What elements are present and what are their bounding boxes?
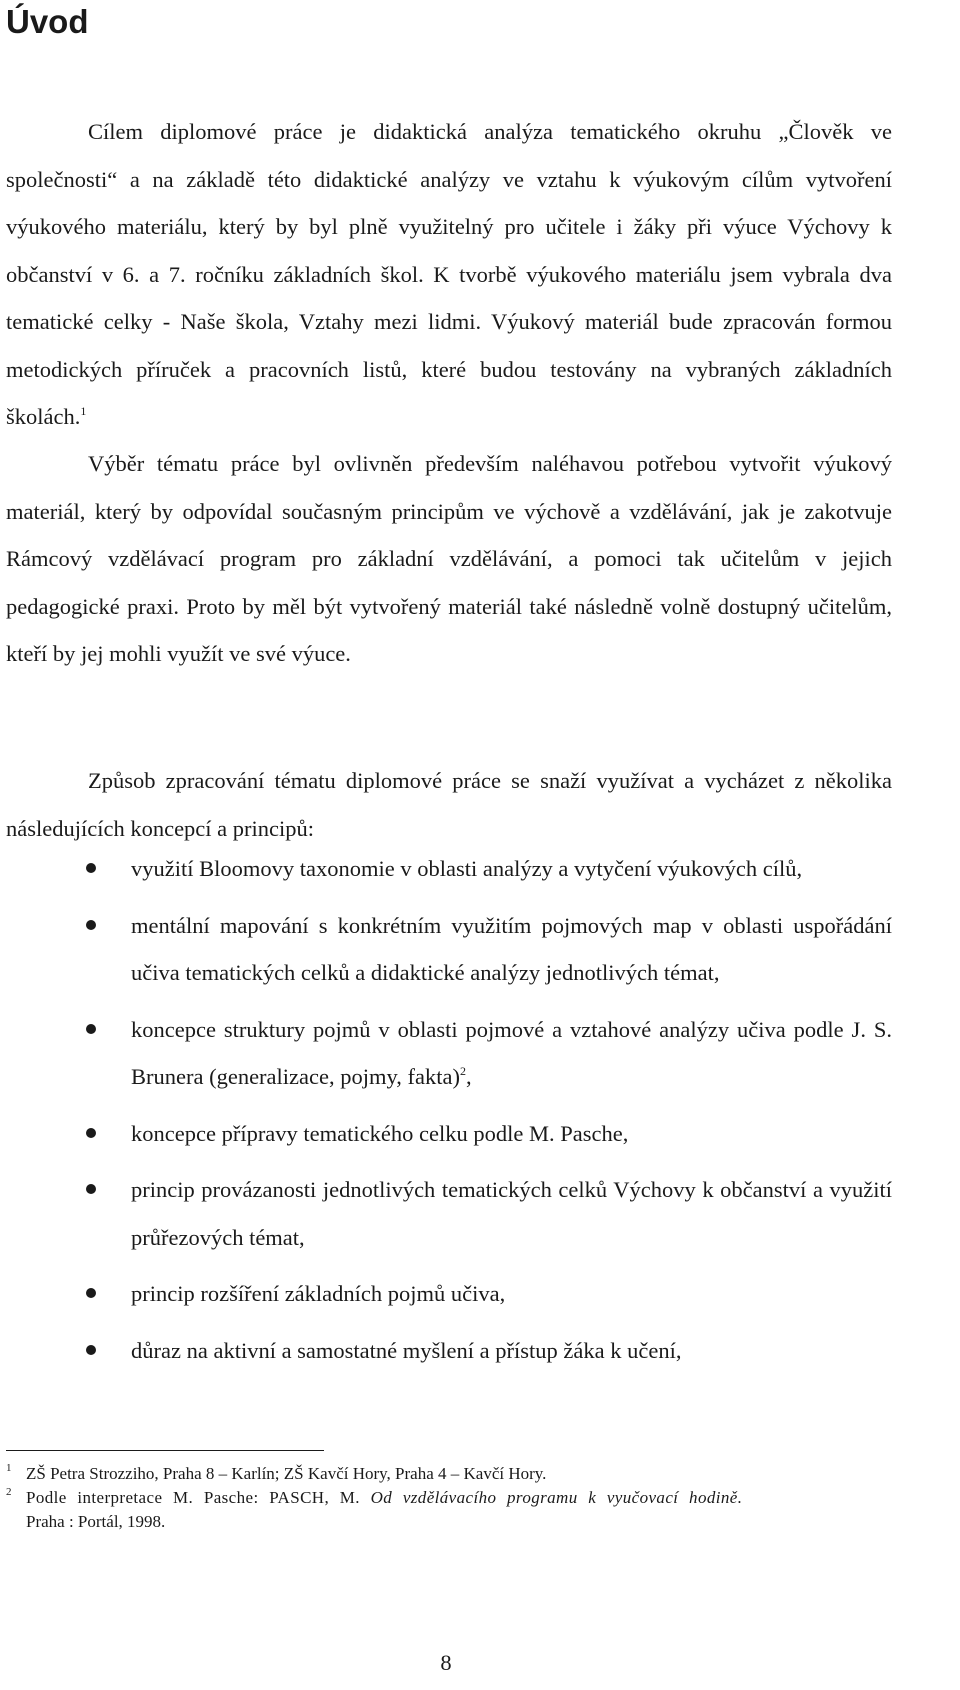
list-item	[0, 1270, 892, 1318]
footnote-1	[6, 1462, 892, 1486]
page-number: 8	[440, 1650, 452, 1675]
principles-list	[0, 845, 892, 1383]
list-item	[0, 1166, 892, 1261]
footnote-2-mark: 2	[6, 1486, 12, 1498]
list-item	[0, 902, 892, 997]
list-item	[0, 1110, 892, 1158]
list-item-text: využití Bloomovy taxonomie v oblasti analýzy a vytyčení výukových cílů,	[131, 856, 803, 881]
footnote-2-publisher: Praha : Portál, 1998.	[26, 1512, 166, 1531]
list-item-text-tail: ,	[466, 1064, 472, 1089]
list-item-text: koncepce struktury pojmů v oblasti pojmové a vztahové analýzy učiva podle J. S. Brunera (generalizace, pojmy, fakta)	[131, 1016, 892, 1089]
bullet-icon	[86, 920, 96, 930]
footnote-divider	[6, 1450, 324, 1451]
list-item-text: koncepce přípravy tematického celku podle M. Pasche,	[131, 1120, 629, 1146]
footnote-reference-2[interactable]: 2	[460, 1064, 466, 1078]
footnote-2	[6, 1486, 892, 1534]
list-item	[0, 1006, 892, 1101]
list-item-text: důraz na aktivní a samostatné myšlení a přístup žáka k učení,	[131, 1337, 682, 1363]
footnote-1-mark: 1	[6, 1462, 12, 1474]
footnotes	[6, 1462, 892, 1534]
method-paragraph: Způsob zpracování tématu diplomové práce se snaží využívat a vycházet z několika následujících koncepcí a principů:	[6, 768, 892, 841]
intro-paragraph-text: Cílem diplomové práce je didaktická analýza tematického okruhu „Člověk ve společnosti“ a na základě této didaktické analýzy ve vztahu k výukovým cílům vytvoření výukového materiálu, který by byl plně využitelný pro učitele i žáky při výuce Výchovy k občanství v 6. a 7. ročníku základních škol. K tvorbě výukového materiálu jsem vybrala dva tematické celky - Naše škola, Vztahy mezi lidmi. Výukový materiál bude zpracován formou metodických příruček a pracovních listů, které budou testovány na vybraných základních školách.	[6, 119, 892, 429]
bullet-icon	[86, 863, 96, 873]
intro-paragraph	[6, 108, 892, 441]
footnote-1-text: ZŠ Petra Strozziho, Praha 8 – Karlín; ZŠ Kavčí Hory, Praha 4 – Kavčí Hory.	[26, 1464, 547, 1483]
list-item	[0, 845, 892, 893]
list-item	[0, 1327, 892, 1375]
footnote-2-title: Od vzdělávacího programu k vyučovací hodině.	[370, 1488, 743, 1507]
bullet-icon	[86, 1024, 96, 1034]
bullet-icon	[86, 1288, 96, 1298]
topic-choice-paragraph: Výběr tématu práce byl ovlivněn především naléhavou potřebou vytvořit výukový materiál, který by odpovídal současným principům ve výchově a vzdělávání, jak je zakotvuje Rámcový vzdělávací program pro základní vzdělávání, a pomoci tak učitelům v jejich pedagogické praxi. Proto by měl být vytvořený materiál také následně volně dostupný učitelům, kteří by jej mohli využít ve své výuce.	[6, 451, 892, 666]
list-item-text: mentální mapování s konkrétním využitím pojmových map v oblasti uspořádání učiva tematických celků a didaktické analýzy jednotlivých témat,	[131, 912, 892, 985]
bullet-icon	[86, 1184, 96, 1194]
section-heading: Úvod	[6, 3, 89, 40]
list-item-text: princip provázanosti jednotlivých tematických celků Výchovy k občanství a využití průřezových témat,	[131, 1177, 892, 1250]
bullet-icon	[86, 1128, 96, 1138]
footnote-2-text: Podle interpretace M. Pasche: PASCH, M.	[26, 1488, 360, 1507]
list-item-text: princip rozšíření základních pojmů učiva,	[131, 1281, 506, 1306]
bullet-icon	[86, 1345, 96, 1355]
footnote-reference-1[interactable]: 1	[80, 404, 87, 418]
